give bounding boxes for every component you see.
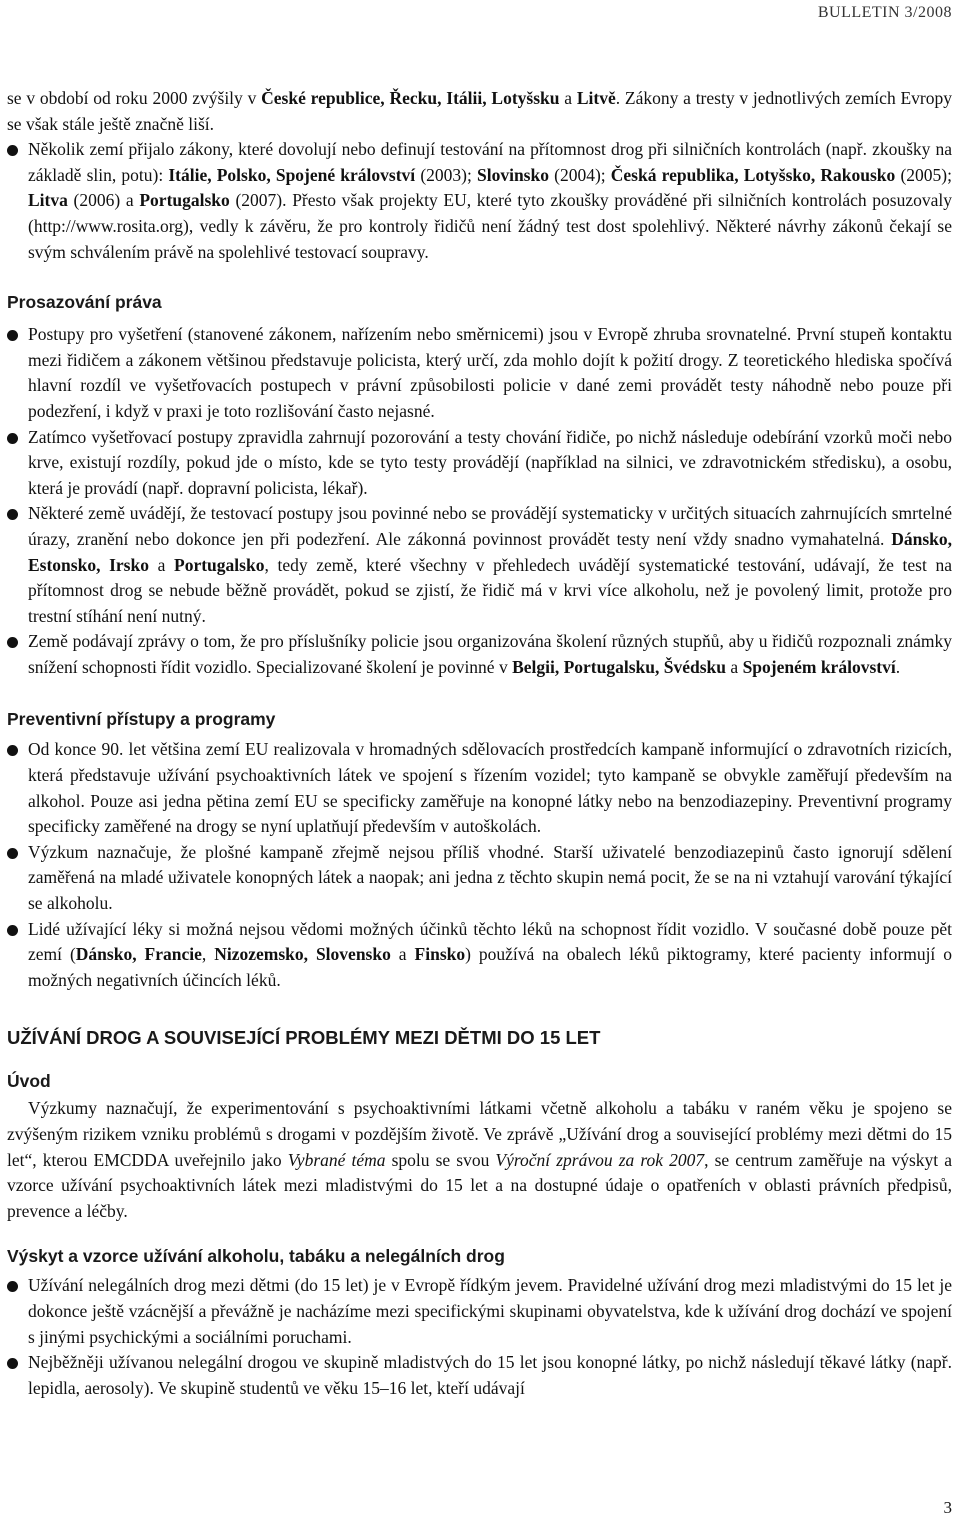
bullet-icon	[7, 509, 18, 520]
heading-introduction: Úvod	[7, 1071, 51, 1092]
bullet-prevention-3: Lidé užívající léky si možná nejsou vědomi možných účinků těchto léků na schopnost řídit vozidlo. V současné době pouze pět zemí (Dánsko, Francie, Nizozemsko, Slovensko a Finsko) používá na obalech léků piktogramy, které pacienty informují o možných negativních účincích léků.	[7, 917, 952, 994]
bullet-prevention-1: Od konce 90. let většina zemí EU realizovala v hromadných sdělovacích prostředcích kampaně informující o zdravotních rizicích, která představuje užívání psychoaktivních látek ve spojení s řízením vozidel; tyto kampaně se obvykle zaměřují především na alkohol. Pouze asi jedna pětina zemí EU se specificky zaměřuje na konopné látky nebo na benzodiazepiny. Preventivní programy specificky zaměřené na drogy se nyní uplatňují především v autoškolách.	[7, 737, 952, 839]
bullet-prevention-2: Výzkum naznačuje, že plošné kampaně zřejmě nejsou příliš vhodné. Starší uživatelé benzodiazepinů často ignorují sdělení zaměřená na mladé uživatele konopných látek a naopak; ani jedna z těchto skupin nemá pocit, že se na ni vztahují varování týkající se alkoholu.	[7, 840, 952, 917]
bullet-icon	[7, 1358, 18, 1369]
heading-enforcement: Prosazování práva	[7, 292, 162, 313]
bullet-enforcement-4: Země podávají zprávy o tom, že pro příslušníky policie jsou organizována školení různých stupňů, aby u řidičů rozpoznali známky snížení schopnosti řídit vozidlo. Specializované školení je povinné v Belgii, Portugalsku, Švédsku a Spojeném království.	[7, 629, 952, 680]
bullet-prevalence-1: Užívání nelegálních drog mezi dětmi (do 15 let) je v Evropě řídkým jevem. Pravidelné užívání drog mezi mladistvými do 15 let je dokonce ještě vzácnější a převážně je nacházíme mezi specifickými skupinami obyvatelstva, kde k užívání drog dochází ve spojení s jinými psychickými a sociálními poruchami.	[7, 1273, 952, 1350]
bullet-icon	[7, 637, 18, 648]
page-content	[7, 86, 952, 1401]
bullet-enforcement-3: Některé země uvádějí, že testovací postupy jsou povinné nebo se provádějí systematicky v určitých situacích zahrnujících smrtelné úrazy, zranění nebo dokonce jen při podezření. Ale zákonná povinnost provádět testy není vždy snadno vymahatelná. Dánsko, Estonsko, Irsko a Portugalsko, tedy země, které všechny v přehledech uvádějí systematické testování, udávají, že test na přítomnost drog se nebude běžně provádět, pokud se zjistí, že řidič má v krvi více alkoholu, než je povolený limit, protože pro trestní stíhání není nutný.	[7, 501, 952, 629]
heading-prevention: Preventivní přístupy a programy	[7, 709, 276, 730]
intro-paragraph: se v období od roku 2000 zvýšily v České republice, Řecku, Itálii, Lotyšsku a Litvě. Zákony a tresty v jednotlivých zemích Evropy se však stále ještě značně liší.	[7, 88, 952, 134]
heading-prevalence: Výskyt a vzorce užívání alkoholu, tabáku a nelegálních drog	[7, 1246, 505, 1267]
bullet-icon	[7, 145, 18, 156]
heading-children-drug-use: UŽÍVÁNÍ DROG A SOUVISEJÍCÍ PROBLÉMY MEZI DĚTMI DO 15 LET	[7, 1027, 601, 1049]
running-head: BULLETIN 3/2008	[817, 4, 952, 21]
bullet-icon	[7, 925, 18, 936]
page-number: 3	[943, 1498, 952, 1517]
bullet-prevalence-2: Nejběžněji užívanou nelegální drogou ve skupině mladistvých do 15 let jsou konopné látky, po nichž následují těkavé látky (např. lepidla, aerosoly). Ve skupině studentů ve věku 15–16 let, kteří udávají	[7, 1350, 952, 1401]
bullet-icon	[7, 1281, 18, 1292]
bullet-icon	[7, 745, 18, 756]
bullet-icon	[7, 330, 18, 341]
bullet-drug-tests: Několik zemí přijalo zákony, které dovolují nebo definují testování na přítomnost drog při silničních kontrolách (např. zkoušky na základě slin, potu): Itálie, Polsko, Spojené království (2003); Slovinsko (2004); Česká republika, Lotyšsko, Rakousko (2005); Litva (2006) a Portugalsko (2007). Přesto však projekty EU, které tyto zkoušky prováděné při silničních kontrolách posuzovaly (http://www.rosita.org), vedly k závěru, že pro kontroly řidičů není žádný test dost spolehlivý. Některé návrhy zákonů čekají se svým schválením právě na spolehlivé testovací soupravy.	[7, 137, 952, 265]
bullet-enforcement-2: Zatímco vyšetřovací postupy zpravidla zahrnují pozorování a testy chování řidiče, po nichž následuje odebírání vzorků moči nebo krve, existují rozdíly, pokud jde o místo, kde se tyto testy provádějí (například na silnici, ve zdravotnickém středisku), a osobu, která je provádí (např. dopravní policista, lékař).	[7, 425, 952, 502]
bullet-enforcement-1: Postupy pro vyšetření (stanovené zákonem, nařízením nebo směrnicemi) jsou v Evropě zhruba srovnatelné. První stupeň kontaktu mezi řidičem a zákonem většinou představuje policista, který určí, zda mohlo dojít k požití drogy. Z teoretického hlediska spočívá hlavní rozdíl ve vyšetřovacích postupech v právní způsobilosti policie v dané zemi provádět testy náhodně nebo pouze při podezření, i když v praxi je toto rozlišování často nejasné.	[7, 322, 952, 424]
bullet-icon	[7, 433, 18, 444]
bullet-icon	[7, 848, 18, 859]
introduction-paragraph: Výzkumy naznačují, že experimentování s psychoaktivními látkami včetně alkoholu a tabáku v raném věku je spojeno se zvýšeným rizikem vzniku problémů s drogami v pozdějším životě. Ve zprávě „Užívání drog a související problémy mezi dětmi do 15 let“, kterou EMCDDA uveřejnilo jako Vybrané téma spolu se svou Výroční zprávou za rok 2007, se centrum zaměřuje na výskyt a vzorce užívání psychoaktivních látek mezi mladistvými do 15 let a na dostupné údaje o opatřeních v oblasti právních předpisů, prevence a léčby.	[7, 1098, 952, 1221]
